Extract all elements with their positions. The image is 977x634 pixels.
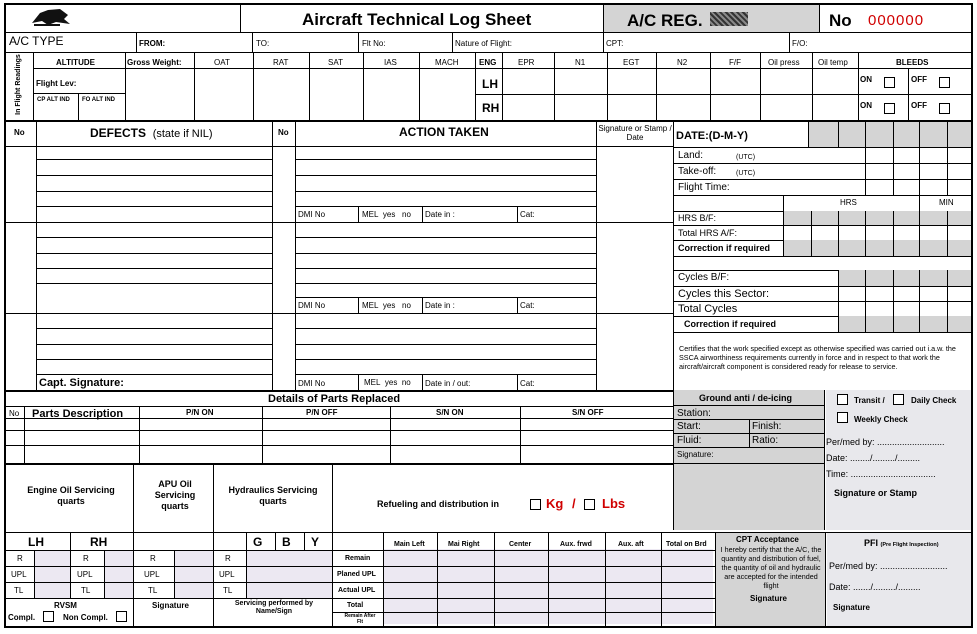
compl-checkbox[interactable] (43, 611, 54, 622)
cat-label-2: Cat: (520, 301, 535, 310)
total-hrs-label: Total HRS A/F: (678, 228, 738, 238)
sn-on-header: S/N ON (436, 408, 464, 417)
date-label: DATE:(D-M-Y) (676, 130, 748, 142)
hrs-bf-label: HRS B/F: (678, 213, 717, 223)
flt-no-label: Flt No: (362, 39, 386, 48)
bleed-rh-off-label: OFF (911, 101, 927, 110)
sat-header: SAT (328, 58, 343, 67)
dmi-no-label-3: DMI No (298, 379, 326, 388)
cpt-acceptance-text: I hereby certify that the A/C, the quantity and distribution of fuel, the quantity of oil and hydraulic are accepted for the intended flight (720, 545, 822, 590)
capt-signature-label: Capt. Signature: (39, 377, 124, 389)
fuel-col-total: Total on Brd (666, 541, 707, 548)
transit-label: Transit / (854, 396, 885, 405)
parts-title: Details of Parts Replaced (268, 393, 401, 405)
servicing-signature-label: Signature (152, 601, 189, 610)
bleed-lh-off-label: OFF (911, 75, 927, 84)
mel-text-3: MEL (364, 378, 381, 387)
land-label: Land: (678, 150, 704, 161)
correction-label-1: Correction if required (678, 243, 771, 253)
correction-label-2: Correction if required (684, 319, 777, 329)
action-no-header: No (278, 128, 289, 137)
lh-label: LH (482, 77, 498, 91)
mel-yes-2[interactable]: yes (382, 301, 396, 310)
fuel-row-planed-upl: Planed UPL (337, 571, 376, 578)
eng-oil-lh-header: LH (28, 535, 44, 549)
action-taken-header: ACTION TAKEN (399, 125, 489, 139)
daily-check-label: Daily Check (911, 396, 957, 405)
in-flight-readings-label: In Flight Readings (14, 54, 22, 115)
fuel-col-main-right: Mai Right (448, 541, 480, 548)
hydraulics-label: Hydraulics Servicing quarts (228, 485, 318, 506)
bleed-lh-off-checkbox[interactable] (939, 77, 950, 88)
parts-desc-header: Parts Description (32, 408, 124, 420)
date-in-label-2: Date in : (425, 301, 455, 310)
ac-type-label: A/C TYPE (9, 34, 64, 48)
n1-header: N1 (575, 58, 586, 67)
to-label: TO: (256, 39, 270, 48)
bleed-rh-off-checkbox[interactable] (939, 103, 950, 114)
n2-header: N2 (677, 58, 688, 67)
weekly-check-label: Weekly Check (854, 415, 908, 424)
transit-checkbox[interactable] (837, 394, 848, 405)
tech-log-sheet (4, 3, 973, 628)
oil-press-header: Oil press (768, 58, 800, 67)
apu-oil-label: APU Oil Servicing quarts (154, 479, 196, 511)
cpt-acceptance-signature: Signature (750, 594, 787, 603)
fuel-row-actual-upl: Actual UPL (338, 587, 376, 594)
mach-header: MACH (435, 58, 459, 67)
mel-no-1[interactable]: no (402, 210, 411, 219)
eng-rh-r: R (83, 554, 89, 563)
pfi-signature: Signature (833, 603, 870, 612)
oat-header: OAT (214, 58, 230, 67)
date-in-label-1: Date in : (425, 210, 455, 219)
pfi-title (864, 538, 939, 548)
bleed-rh-on-checkbox[interactable] (884, 103, 895, 114)
hyd-b-header: B (282, 535, 291, 549)
sheet-number: 000000 (868, 12, 925, 29)
date-in-out-label: Date in / out: (425, 379, 471, 388)
eng-rh-tl: TL (81, 586, 91, 595)
kg-label: Kg (546, 496, 564, 511)
mel-text-1: MEL (362, 210, 379, 219)
hyd-tl: TL (223, 586, 233, 595)
defects-header (90, 126, 213, 140)
dmi-no-label-2: DMI No (298, 301, 326, 310)
cat-label-3: Cat: (520, 379, 535, 388)
hyd-g-header: G (253, 535, 263, 549)
eng-lh-tl: TL (14, 586, 24, 595)
sig-stamp-header: Signature or Stamp / Date (598, 124, 672, 142)
deice-title: Ground anti / de-icing (699, 393, 792, 403)
total-cycles-label: Total Cycles (678, 303, 738, 315)
altitude-label: ALTITUDE (56, 58, 95, 67)
lbs-checkbox[interactable] (584, 499, 595, 510)
ac-reg-redacted (710, 12, 748, 26)
ias-header: IAS (384, 58, 397, 67)
nature-label: Nature of Flight: (455, 39, 512, 48)
station-label: Station: (677, 408, 711, 419)
daily-check-checkbox[interactable] (893, 394, 904, 405)
deice-signature-label: Signature: (677, 450, 714, 459)
cpt-label: CPT: (606, 39, 624, 48)
ratio-label: Ratio: (752, 435, 779, 446)
pfi-title-text: PFI (864, 538, 879, 548)
gross-weight-label: Gross Weight: (127, 58, 182, 67)
from-label: FROM: (139, 39, 166, 48)
mel-no-3[interactable]: no (401, 378, 411, 387)
checks-date: Date: ......../........./......... (826, 453, 921, 463)
kg-checkbox[interactable] (530, 499, 541, 510)
eng-rh-upl: UPL (77, 570, 93, 579)
oil-temp-header: Oil temp (818, 58, 848, 67)
fuel-row-remain: Remain (345, 555, 371, 562)
takeoff-utc: (UTC) (736, 170, 756, 177)
sn-off-header: S/N OFF (572, 408, 604, 417)
cycles-sector-label: Cycles this Sector: (678, 288, 770, 300)
pfi-date: Date: ......./........./......... (829, 582, 921, 592)
unit-slash: / (572, 496, 576, 511)
parts-no-header: No (9, 409, 20, 418)
apu-tl: TL (148, 586, 158, 595)
apu-upl: UPL (144, 570, 160, 579)
no-label: No (829, 11, 852, 30)
finish-label: Finish: (752, 421, 782, 432)
mel-yes-1[interactable]: yes (382, 210, 396, 219)
fuel-col-aux-frwd: Aux. frwd (560, 541, 592, 548)
flight-lev-label: Flight Lev: (36, 79, 77, 88)
cat-label-1: Cat: (520, 210, 535, 219)
mel-label-2 (362, 301, 411, 310)
fo-label: F/O: (792, 39, 808, 48)
eng-lh-upl: UPL (11, 570, 27, 579)
start-label: Start: (677, 421, 701, 432)
mel-no-2[interactable]: no (402, 301, 411, 310)
sheet-title: Aircraft Technical Log Sheet (302, 10, 532, 29)
takeoff-label: Take-off: (678, 166, 717, 177)
defects-subtitle: (state if NIL) (152, 128, 213, 140)
cycles-bf-label: Cycles B/F: (678, 272, 730, 283)
eng-oil-rh-header: RH (90, 535, 108, 549)
mel-label-3 (364, 378, 411, 387)
mel-text-2: MEL (362, 301, 379, 310)
ff-header: F/F (729, 58, 741, 67)
fuel-row-total: Total (347, 602, 364, 609)
fuel-col-main-left: Main Left (394, 541, 425, 548)
cpt-acceptance-title: CPT Acceptance (736, 535, 799, 544)
checks-time: Time: .................................. (826, 469, 936, 479)
apu-r: R (150, 554, 156, 563)
defects-title: DEFECTS (90, 126, 147, 140)
lbs-label: Lbs (602, 496, 626, 511)
engine-oil-label: Engine Oil Servicing quarts (27, 485, 115, 506)
mel-yes-3[interactable]: yes (384, 378, 398, 387)
fluid-label: Fluid: (677, 435, 702, 446)
mel-label-1 (362, 210, 411, 219)
eng-header: ENG (479, 58, 497, 67)
checks-signature: Signature or Stamp (834, 488, 918, 498)
refuel-label: Refueling and distribution in (377, 499, 499, 509)
rat-header: RAT (273, 58, 289, 67)
pn-off-header: P/N OFF (306, 408, 338, 417)
fuel-row-remain-after: Remain After Flt (344, 613, 376, 625)
cp-alt-label: CP ALT IND (37, 97, 70, 103)
land-utc: (UTC) (736, 154, 756, 161)
hrs-header: HRS (840, 198, 857, 207)
defect-no-header: No (14, 128, 25, 137)
weekly-check-checkbox[interactable] (837, 412, 848, 423)
min-header: MIN (939, 198, 954, 207)
fuel-col-aux-aft: Aux. aft (618, 541, 644, 548)
airline-logo (30, 7, 72, 27)
compl-label: Compl. (8, 613, 36, 622)
epr-header: EPR (518, 58, 535, 67)
bleed-lh-on-label: ON (860, 75, 872, 84)
bleed-lh-on-checkbox[interactable] (884, 77, 895, 88)
hyd-y-header: Y (311, 535, 320, 549)
pn-on-header: P/N ON (186, 408, 214, 417)
fuel-col-center: Center (509, 541, 532, 548)
eng-lh-r: R (17, 554, 23, 563)
hyd-r: R (225, 554, 231, 563)
bleed-rh-on-label: ON (860, 101, 872, 110)
non-compl-checkbox[interactable] (116, 611, 127, 622)
servicing-by-label: Servicing performed by Name/Sign (234, 600, 314, 615)
fo-alt-label: FO ALT IND (82, 97, 115, 103)
certify-text: Certifies that the work specified except as otherwise specified was carried out i.a.w. the SSCA airworthiness requirements currently in force and in respect to that work the aircraft/aircraft component is considered ready for release to service. (679, 344, 956, 371)
non-compl-label: Non Compl. (63, 613, 108, 622)
pfi-subtitle: (Pre Flight Inspection) (880, 542, 939, 548)
flight-time-label: Flight Time: (678, 182, 730, 193)
times-panel (673, 122, 971, 390)
rh-label: RH (482, 101, 500, 115)
bleeds-header: BLEEDS (896, 58, 929, 67)
hyd-upl: UPL (219, 570, 235, 579)
rvsm-label: RVSM (54, 601, 77, 610)
ac-reg-label: A/C REG. (627, 11, 703, 30)
checks-perfmed: Per/med by: ........................... (826, 437, 945, 447)
pfi-perfmed: Per/med by: ........................... (829, 561, 948, 571)
dmi-no-label-1: DMI No (298, 210, 326, 219)
egt-header: EGT (623, 58, 640, 67)
